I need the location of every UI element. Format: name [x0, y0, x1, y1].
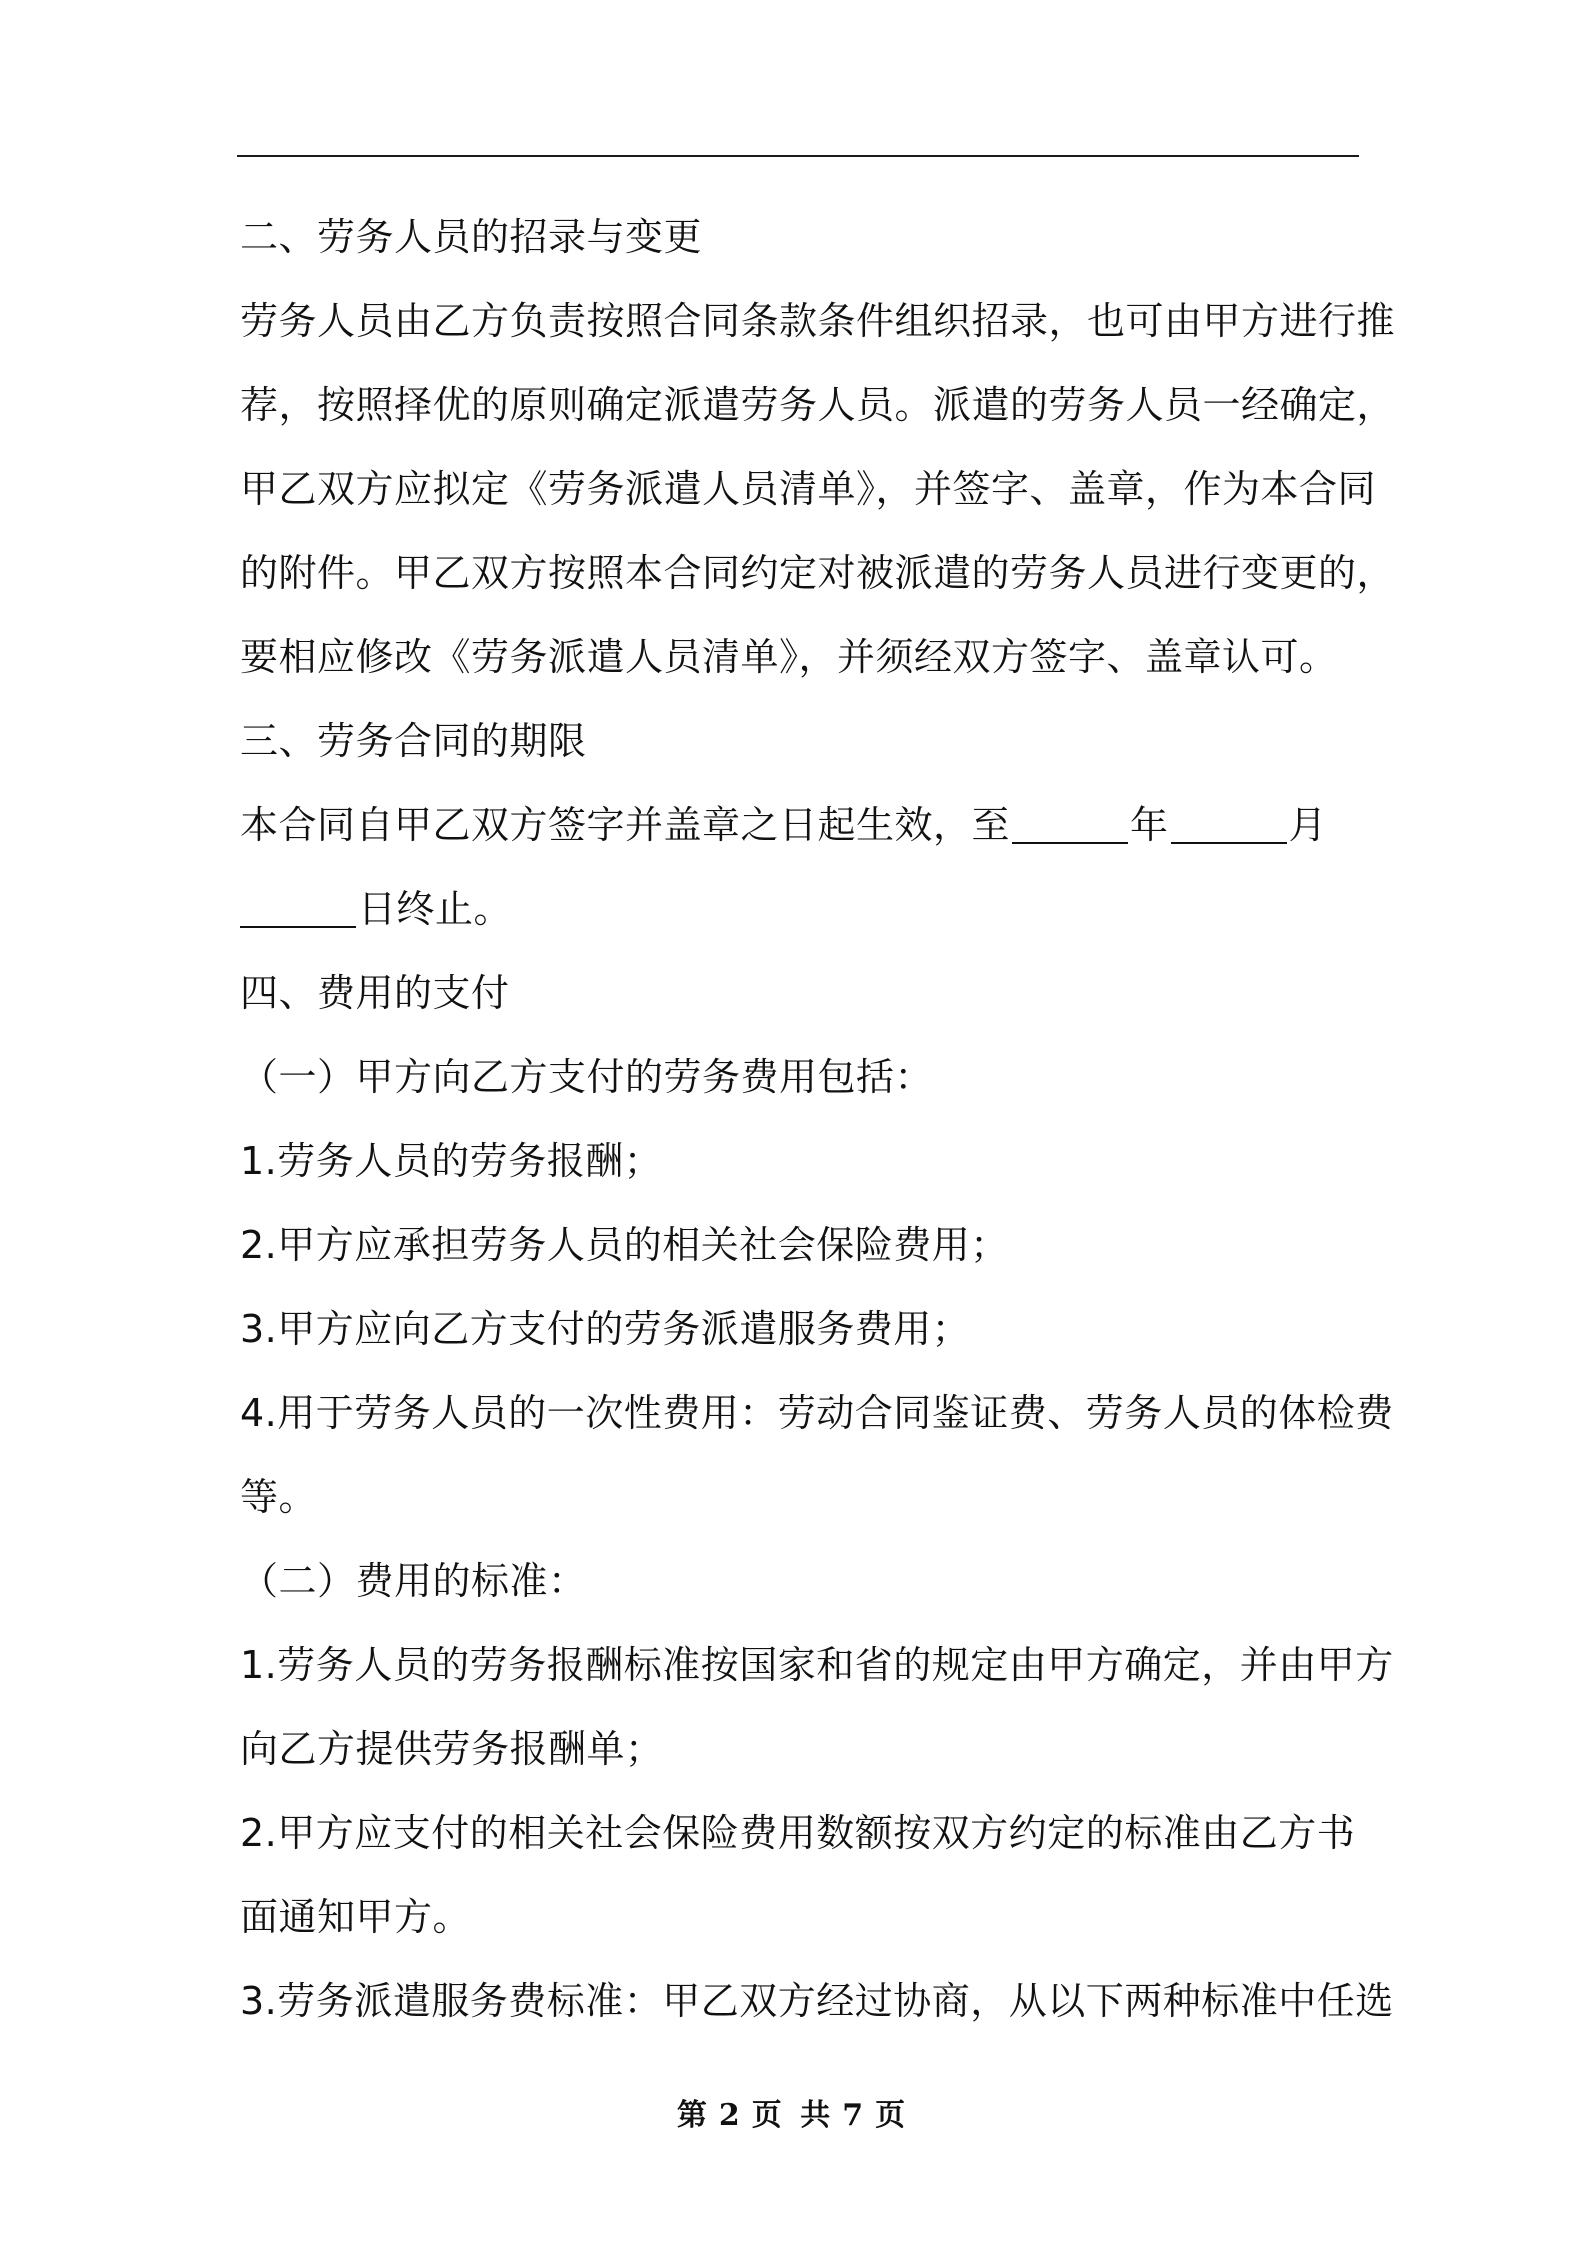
subsection-heading: （一）甲方向乙方支付的劳务费用包括：	[240, 1055, 934, 1099]
page-footer	[0, 2090, 1586, 2134]
list-item: 3.劳务派遣服务费标准：甲乙双方经过协商，从以下两种标准中任选	[240, 1979, 1394, 2023]
header-rule	[237, 155, 1359, 157]
list-item: 2.甲方应支付的相关社会保险费用数额按双方约定的标准由乙方书	[240, 1811, 1356, 1855]
list-item: 4.用于劳务人员的一次性费用：劳动合同鉴证费、劳务人员的体检费	[240, 1391, 1394, 1435]
term-line-end	[240, 867, 1360, 951]
paragraph-line: 荐，按照择优的原则确定派遣劳务人员。派遣的劳务人员一经确定，	[240, 383, 1396, 427]
day-end-label: 日终止。	[358, 887, 513, 931]
paragraph-line: 劳务人员由乙方负责按照合同条款条件组织招录，也可由甲方进行推	[240, 299, 1396, 343]
page-label-mid: 页 共	[751, 2098, 835, 2133]
term-prefix: 本合同自甲乙双方签字并盖章之日起生效，至	[240, 803, 1011, 847]
term-line	[240, 783, 1360, 867]
month-blank	[1171, 794, 1287, 844]
page-label-prefix: 第	[676, 2098, 711, 2133]
section-heading-recruitment: 二、劳务人员的招录与变更	[240, 215, 703, 259]
list-item: 1.劳务人员的劳务报酬；	[240, 1139, 663, 1183]
current-page-number: 2	[718, 2098, 744, 2133]
total-pages-number: 7	[842, 2098, 868, 2133]
paragraph-line: 甲乙双方应拟定《劳务派遣人员清单》，并签字、盖章，作为本合同	[240, 467, 1377, 511]
document-body	[240, 195, 1396, 2043]
section-heading-term: 三、劳务合同的期限	[240, 719, 587, 763]
list-item: 2.甲方应承担劳务人员的相关社会保险费用；	[240, 1223, 1009, 1267]
page-label-suffix: 页	[875, 2098, 910, 2133]
day-blank	[240, 878, 356, 928]
list-item: 1.劳务人员的劳务报酬标准按国家和省的规定由甲方确定，并由甲方	[240, 1643, 1394, 1687]
paragraph-line: 的附件。甲乙双方按照本合同约定对被派遣的劳务人员进行变更的，	[240, 551, 1396, 595]
list-item-continuation: 面通知甲方。	[240, 1895, 472, 1939]
list-item-continuation: 等。	[240, 1475, 318, 1519]
list-item: 3.甲方应向乙方支付的劳务派遣服务费用；	[240, 1307, 971, 1351]
month-label: 月	[1288, 803, 1328, 847]
subsection-heading: （二）费用的标准：	[240, 1559, 587, 1603]
year-blank	[1012, 794, 1128, 844]
year-label: 年	[1130, 803, 1169, 847]
section-heading-payment: 四、费用的支付	[240, 971, 510, 1015]
list-item-continuation: 向乙方提供劳务报酬单；	[240, 1727, 664, 1771]
paragraph-line: 要相应修改《劳务派遣人员清单》，并须经双方签字、盖章认可。	[240, 635, 1338, 679]
